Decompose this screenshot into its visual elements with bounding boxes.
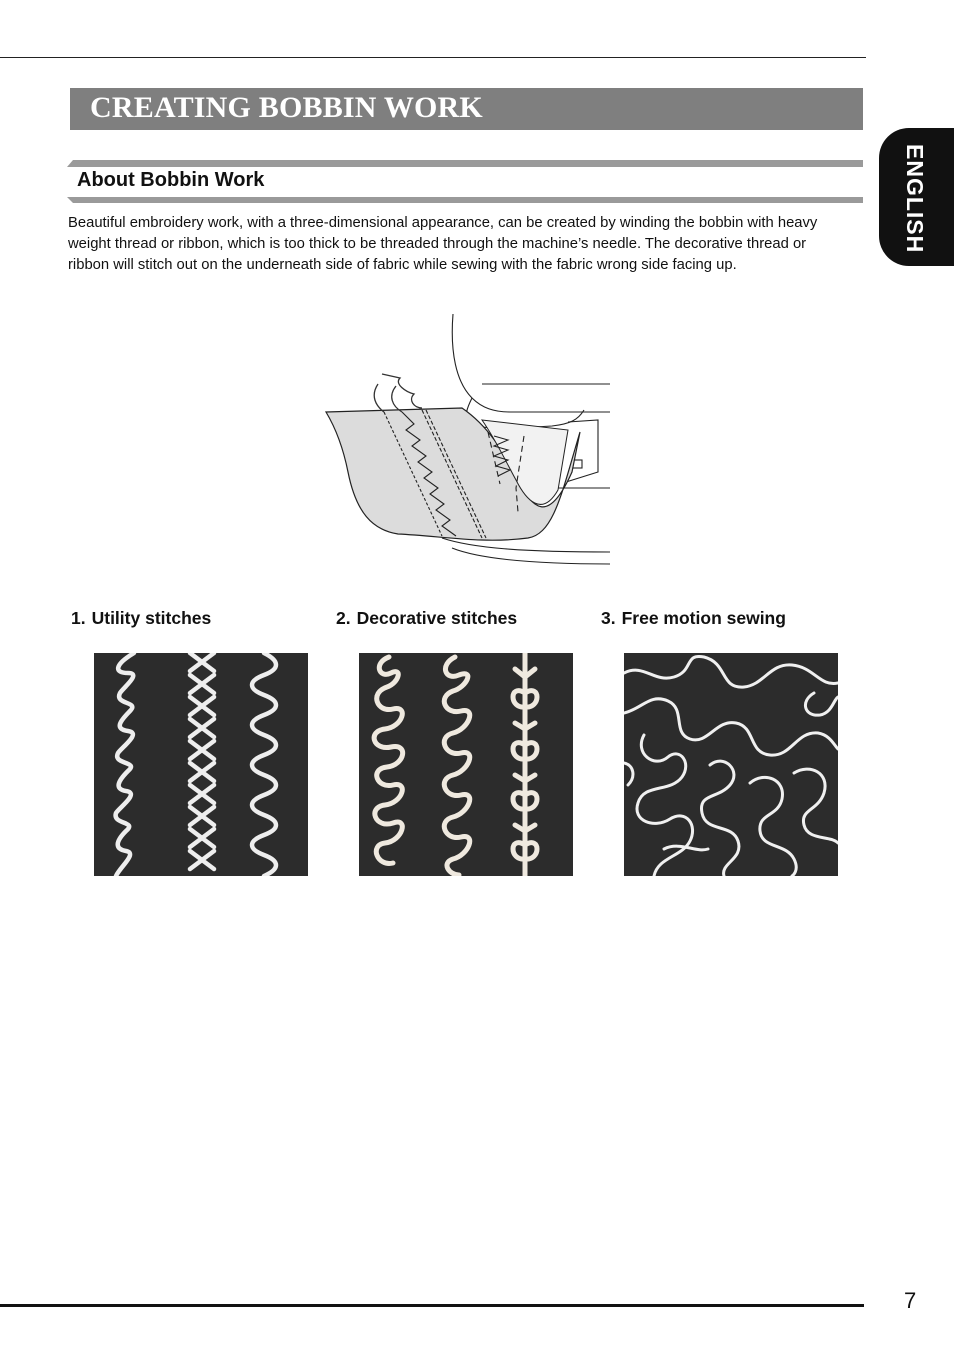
decorative-column-3 [513,653,537,876]
wave-stitch-column [252,653,276,876]
page-number: 7 [904,1288,917,1313]
figure-caption-1 [71,608,211,629]
decorative-column-2 [444,657,469,875]
figure-label: Free motion sewing [621,608,786,628]
language-tab-label: ENGLISH [902,144,928,254]
page-title: CREATING BOBBIN WORK [90,91,483,124]
section-heading-band [67,160,863,205]
intro-line: Beautiful embroidery work, with a three-dimensional appearance, can be created by winding the bobbin with heavy [68,215,818,231]
figure-caption-2 [336,608,517,629]
decorative-column-1 [374,657,403,863]
intro-line: weight thread or ribbon, which is too thick to be threaded through the machine’s needle. The decorative thread or [68,236,807,252]
figure-number: 1. [71,608,86,628]
figure-caption-3 [601,608,786,629]
machine-bed-lower [442,538,610,552]
section-heading: About Bobbin Work [77,169,265,191]
decorative-stitches-photo [359,653,573,876]
section-rule-bottom [67,197,863,203]
bobbin-work-illustration [322,312,614,568]
bottom-rule [0,1304,864,1307]
free-motion-sewing-photo [624,653,838,876]
language-tab [879,128,954,266]
figure-label: Utility stitches [91,608,212,628]
top-rule [0,57,866,58]
machine-arm-outline [452,314,610,412]
figure-label: Decorative stitches [356,608,518,628]
loop-stitch-column [116,653,134,876]
figure-number: 2. [336,608,351,628]
page-title-bar [70,88,863,130]
section-rule-top [67,160,863,167]
intro-paragraph [68,213,863,276]
utility-stitches-photo [94,653,308,876]
figure-number: 3. [601,608,616,628]
intro-line: ribbon will stitch out on the underneath side of fabric while sewing with the fabric wrong side facing up. [68,257,737,273]
cross-stitch-column [190,653,214,869]
meander-line [624,656,838,687]
